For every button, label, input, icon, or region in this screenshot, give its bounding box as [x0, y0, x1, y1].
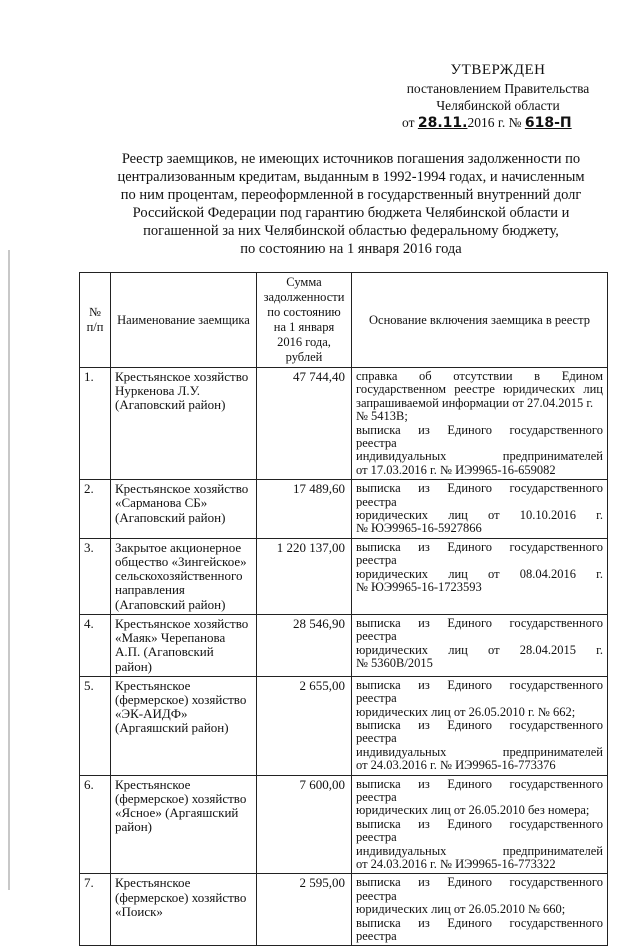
row-basis: [352, 368, 608, 480]
decree-date: 28.11.: [417, 115, 468, 131]
row-num: 1.: [80, 368, 111, 480]
approval-heading: УТВЕРЖДЕН: [450, 62, 546, 78]
basis-line: от 24.03.2016 г. № ИЭ9965-16-773322: [356, 856, 556, 871]
basis-line: от 17.03.2016 г. № ИЭ9965-16-659082: [356, 462, 556, 477]
table-row: [80, 676, 608, 775]
basis-line: выписка из Единого государственного реестра: [356, 717, 603, 746]
row-num: 3.: [80, 538, 111, 614]
row-amount: 28 546,90: [257, 614, 352, 676]
row-name: Крестьянское хозяйство «Маяк» Черепанова А.П. (Агаповский район): [111, 614, 257, 676]
basis-line: юридических лиц от 26.05.2010 № 660;: [356, 902, 566, 917]
basis-line: юридических лиц от 10.10.2016 г.: [356, 508, 603, 523]
basis-line: юридических лиц от 28.04.2015 г.: [356, 642, 603, 657]
basis-line: от 24.03.2016 г. № ИЭ9965-16-773376: [356, 758, 556, 773]
title-line: Реестр заемщиков, не имеющих источников погашения задолженности по: [121, 151, 581, 167]
table-row: [80, 480, 608, 539]
row-amount: 1 220 137,00: [257, 538, 352, 614]
row-amount: 2 595,00: [257, 874, 352, 946]
title-line: по ним процентам, переоформленной в государственный внутренний долг: [120, 187, 582, 203]
row-num: 5.: [80, 676, 111, 775]
decree-number: 618-П: [524, 115, 572, 131]
title-line: централизованным кредитам, выданным в 1992-1994 годах, и начисленным: [117, 169, 585, 185]
approval-line-1: постановлением Правительства: [406, 81, 590, 96]
basis-line: индивидуальных предпринимателей: [356, 744, 603, 759]
header-basis: Основание включения заемщика в реестр: [352, 273, 608, 368]
row-num: 2.: [80, 480, 111, 539]
decree-prefix: от: [402, 115, 415, 130]
basis-line: выписка из Единого государственного реестра: [356, 816, 603, 845]
basis-line: индивидуальных предпринимателей: [356, 843, 603, 858]
table-row: [80, 538, 608, 614]
row-name: Закрытое акционерное общество «Зингейское» сельскохозяйственного направления (Агаповский район): [111, 538, 257, 614]
table-row: [80, 368, 608, 480]
title-line: по состоянию на 1 января 2016 года: [240, 241, 462, 257]
row-basis: [352, 480, 608, 539]
row-basis: [352, 614, 608, 676]
basis-line: выписка из Единого государственного реестра: [356, 776, 603, 804]
row-name: Крестьянское хозяйство Нуркенова Л.У. (Агаповский район): [111, 368, 257, 480]
table-row: [80, 775, 608, 874]
table-row: [80, 874, 608, 946]
basis-line: выписка из Единого государственного реестра: [356, 422, 603, 451]
row-name: Крестьянское (фермерское) хозяйство «Поиск»: [111, 874, 257, 946]
title-line: Российской Федерации под гарантию бюджета Челябинской области и: [132, 205, 570, 221]
basis-line: юридических лиц от 08.04.2016 г.: [356, 566, 603, 581]
decree-reference: [388, 114, 608, 132]
borrowers-table: [79, 272, 608, 946]
scan-edge-mark: [8, 250, 10, 890]
basis-line: индивидуальных предпринимателей: [356, 449, 603, 464]
basis-line: государственном реестре юридических лиц: [356, 382, 603, 397]
row-num: 6.: [80, 775, 111, 874]
row-basis: [352, 874, 608, 946]
row-name: Крестьянское (фермерское) хозяйство «Ясное» (Аргаяшский район): [111, 775, 257, 874]
approval-line-2: Челябинской области: [436, 98, 560, 113]
basis-line: выписка из Единого государственного реестра: [356, 481, 603, 509]
row-basis: [352, 676, 608, 775]
basis-line: выписка из Единого государственного реестра: [356, 875, 603, 903]
basis-line: запрашиваемой информации от 27.04.2015 г.: [356, 395, 594, 410]
document-title: [98, 150, 604, 258]
basis-line: № 5413В;: [356, 409, 408, 424]
basis-line: выписка из Единого государственного реестра: [356, 539, 603, 568]
basis-line: № 5360В/2015: [356, 656, 433, 671]
row-name: Крестьянское (фермерское) хозяйство «ЭК-АИДФ» (Аргаяшский район): [111, 676, 257, 775]
approval-stamp: [388, 62, 608, 132]
row-amount: 17 489,60: [257, 480, 352, 539]
basis-line: юридических лиц от 26.05.2010 без номера;: [356, 803, 590, 818]
row-amount: 47 744,40: [257, 368, 352, 480]
row-basis: [352, 775, 608, 874]
row-basis: [352, 538, 608, 614]
header-name: Наименование заемщика: [111, 273, 257, 368]
header-num: № п/п: [80, 273, 111, 368]
row-name: Крестьянское хозяйство «Сарманова СБ» (Агаповский район): [111, 480, 257, 539]
decree-year: 2016 г. №: [467, 115, 522, 130]
basis-line: справка об отсутствии в Едином: [356, 369, 603, 383]
basis-line: № ЮЭ9965-16-1723593: [356, 580, 482, 595]
basis-line: юридических лиц от 26.05.2010 г. № 662;: [356, 704, 576, 719]
row-num: 4.: [80, 614, 111, 676]
table-header-row: [80, 273, 608, 368]
title-line: погашенной за них Челябинской областью федеральному бюджету,: [143, 223, 559, 239]
basis-line: выписка из Единого государственного реестра: [356, 615, 603, 644]
row-amount: 7 600,00: [257, 775, 352, 874]
basis-line: выписка из Единого государственного реестра: [356, 677, 603, 706]
header-amount: Сумма задолженности по состоянию на 1 января 2016 года, рублей: [257, 273, 352, 368]
row-num: 7.: [80, 874, 111, 946]
basis-line: № ЮЭ9965-16-5927866: [356, 521, 482, 536]
table-row: [80, 614, 608, 676]
basis-line: выписка из Единого государственного реестра: [356, 915, 603, 944]
row-amount: 2 655,00: [257, 676, 352, 775]
